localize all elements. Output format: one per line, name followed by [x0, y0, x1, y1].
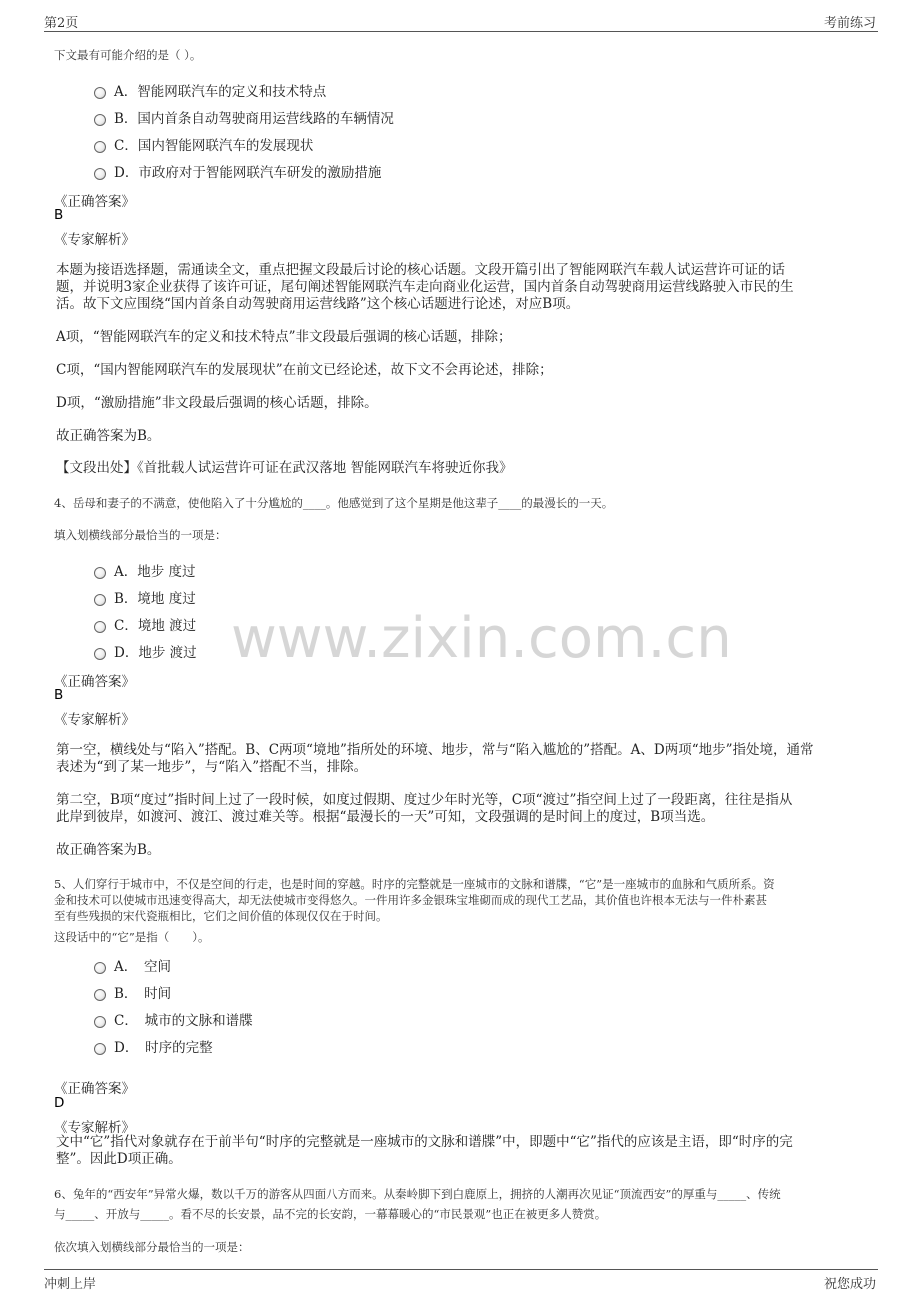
radio-button[interactable]	[94, 114, 106, 126]
analysis-line: 本题为接语选择题，需通读全文，重点把握文段最后讨论的核心话题。文段开篇引出了智能网联汽车载人试运营许可证的话	[56, 262, 785, 278]
footer-divider	[44, 1269, 878, 1270]
analysis-line: 此岸到彼岸，如渡河、渡江、渡过难关等。根据“最漫长的一天”可知，文段强调的是时间上的度过，B项当选。	[56, 809, 715, 825]
radio-button[interactable]	[94, 1043, 106, 1055]
analysis-label: 《专家解析》	[54, 232, 135, 248]
radio-button[interactable]	[94, 168, 106, 180]
question-4-instruction: 填入划横线部分最恰当的一项是：	[54, 528, 227, 542]
radio-button[interactable]	[94, 648, 106, 660]
question-4-prompt: 4、岳母和妻子的不满意，使他陷入了十分尴尬的____。他感觉到了这个星期是他这辈子____的最漫长的一天。	[54, 496, 614, 510]
question-6-instruction: 依次填入划横线部分最恰当的一项是：	[54, 1240, 250, 1254]
radio-button[interactable]	[94, 1016, 106, 1028]
option-label: B．国内首条自动驾驶商用运营线路的车辆情况	[114, 111, 394, 127]
question-6-prompt: 与_____、开放与_____。看不尽的长安景，品不完的长安韵，一幕幕暖心的“市民景观”也正在被更多人赞赏。	[54, 1207, 607, 1221]
answer-label: 《正确答案》	[54, 1081, 135, 1097]
radio-button[interactable]	[94, 87, 106, 99]
analysis-line: 表述为“到了某一地步”，与“陷入”搭配不当，排除。	[56, 759, 368, 775]
option-label: C．境地 渡过	[114, 618, 197, 634]
question-5-prompt: 金和技术可以使城市迅速变得高大，却无法使城市变得悠久。一件用许多金银珠宝堆砌而成的现代工艺品，其价值也许根本无法与一件朴素甚	[54, 893, 767, 907]
answer-label: 《正确答案》	[54, 194, 135, 210]
analysis-line: 整”。因此D项正确。	[56, 1151, 182, 1167]
option-label: C．国内智能网联汽车的发展现状	[114, 138, 314, 154]
radio-button[interactable]	[94, 594, 106, 606]
analysis-line: D项，“激励措施”非文段最后强调的核心话题，排除。	[56, 395, 378, 411]
question-6-prompt: 6、兔年的“西安年”异常火爆，数以千万的游客从四面八方而来。从秦岭脚下到白鹿原上，拥挤的人潮再次见证“顶流西安”的厚重与_____、传统	[54, 1187, 781, 1201]
analysis-line: 故正确答案为B。	[56, 428, 161, 444]
analysis-line: 题，并说明3家企业获得了该许可证，尾句阐述智能网联汽车走向商业化运营，国内首条自动驾驶商用运营线路驶入市民的生	[56, 279, 794, 295]
analysis-line: 第二空，B项“度过”指时间上过了一段时候，如度过假期、度过少年时光等，C项“渡过”指空间上过了一段距离，往往是指从	[56, 792, 793, 808]
analysis-line: 文中“它”指代对象就存在于前半句“时序的完整就是一座城市的文脉和谱牒”中，即题中“它”指代的应该是主语，即“时序的完	[56, 1134, 793, 1150]
answer-value: B	[54, 687, 64, 703]
radio-button[interactable]	[94, 621, 106, 633]
option-label: D．地步 渡过	[114, 645, 197, 661]
analysis-line: 第一空，横线处与“陷入”搭配。B、C两项“境地”指所处的环境、地步，常与“陷入尴尬的”搭配。A、D两项“地步”指处境，通常	[56, 742, 814, 758]
question-3-prompt: 下文最有可能介绍的是（ ）。	[54, 48, 202, 62]
radio-button[interactable]	[94, 567, 106, 579]
header-title: 考前练习	[823, 16, 876, 31]
page-number: 第2页	[44, 16, 79, 31]
option-label: D．市政府对于智能网联汽车研发的激励措施	[114, 165, 382, 181]
analysis-line: A项，“智能网联汽车的定义和技术特点”非文段最后强调的核心话题，排除；	[56, 329, 512, 345]
header-divider	[44, 31, 878, 32]
question-5-question: 这段话中的“它”是指（ ）。	[54, 930, 210, 944]
radio-button[interactable]	[94, 141, 106, 153]
option-label: C． 城市的文脉和谱牒	[114, 1013, 253, 1029]
question-5-prompt: 至有些残损的宋代瓷瓶相比，它们之间价值的体现仅仅在于时间。	[54, 909, 388, 923]
answer-value: D	[54, 1095, 65, 1111]
footer-right: 祝您成功	[823, 1277, 876, 1292]
analysis-label: 《专家解析》	[54, 712, 135, 728]
radio-button[interactable]	[94, 989, 106, 1001]
option-label: A．智能网联汽车的定义和技术特点	[114, 84, 327, 100]
watermark: www.zixin.com.cn	[231, 606, 732, 671]
option-label: A． 空间	[114, 959, 171, 975]
analysis-line: 活。故下文应围绕“国内首条自动驾驶商用运营线路”这个核心话题进行论述，对应B项。	[56, 296, 580, 312]
question-5-prompt: 5、人们穿行于城市中，不仅是空间的行走，也是时间的穿越。时序的完整就是一座城市的文脉和谱牒，“它”是一座城市的血脉和气质所系。资	[54, 877, 775, 891]
answer-label: 《正确答案》	[54, 674, 135, 690]
option-label: A．地步 度过	[114, 564, 196, 580]
answer-value: B	[54, 207, 64, 223]
option-label: D． 时序的完整	[114, 1040, 213, 1056]
analysis-line: 故正确答案为B。	[56, 842, 161, 858]
source-line: 【文段出处】《首批载人试运营许可证在武汉落地 智能网联汽车将驶近你我》	[56, 460, 513, 476]
footer-left: 冲刺上岸	[44, 1277, 97, 1292]
analysis-label: 《专家解析》	[54, 1120, 135, 1136]
radio-button[interactable]	[94, 962, 106, 974]
option-label: B．境地 度过	[114, 591, 196, 607]
option-label: B． 时间	[114, 986, 172, 1002]
analysis-line: C项，“国内智能网联汽车的发展现状”在前文已经论述，故下文不会再论述，排除；	[56, 362, 553, 378]
